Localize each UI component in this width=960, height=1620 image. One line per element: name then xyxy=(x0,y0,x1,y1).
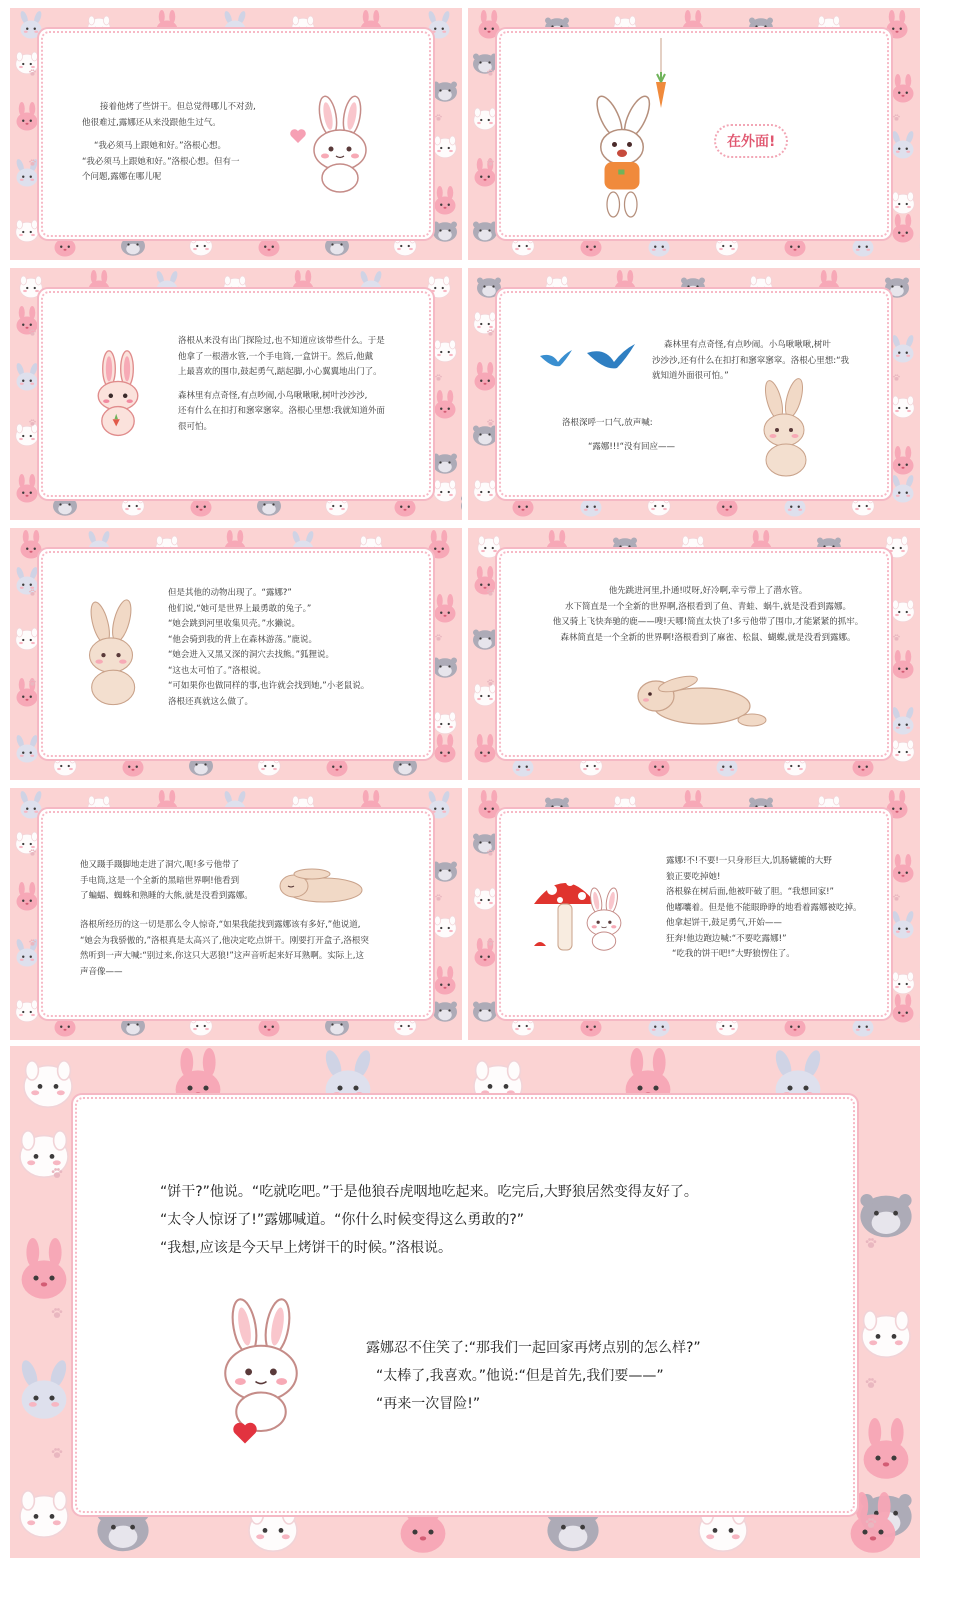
paw-icon xyxy=(486,68,495,77)
bunny-head-icon xyxy=(888,910,918,940)
slide-content-area xyxy=(76,1098,854,1512)
paw-icon xyxy=(28,328,37,337)
paw-icon xyxy=(434,633,443,642)
text-line: 他们说,“她可是世界上最勇敢的兔子。” xyxy=(168,603,312,614)
bunny-head-icon xyxy=(458,228,462,258)
paw-icon xyxy=(486,938,495,947)
bunny-head-icon xyxy=(888,186,918,216)
bunny-head-icon xyxy=(888,594,918,624)
slide-1-text xyxy=(82,100,282,186)
bunny-head-icon xyxy=(12,994,42,1024)
slide-3-text xyxy=(178,334,418,435)
text-line: 他拿起饼干,鼓足勇气,开始—— xyxy=(666,918,782,928)
bunny-head-icon xyxy=(888,390,918,420)
bunny-head-icon xyxy=(430,474,460,504)
slide-8-text xyxy=(666,854,886,963)
paw-icon xyxy=(486,848,495,857)
text-line: 但是其他的动物出现了。“露娜?” xyxy=(168,588,292,598)
paw-icon xyxy=(50,1166,64,1180)
bunny-illustration xyxy=(578,884,630,954)
paw-icon xyxy=(28,678,37,687)
bunny-head-icon xyxy=(888,214,918,244)
bunny-head-icon xyxy=(854,1178,918,1242)
text-line: 他又骑上飞快奔驰的鹿——嗖!天哪!简直太快了!多亏他带了围巾,才能紧紧的抓牢。 xyxy=(552,617,864,627)
text-line: 森林里有点奇怪,有点吵闹,小鸟啾啾啾,树叶沙沙沙, xyxy=(178,390,368,401)
bunny-head-icon xyxy=(854,1418,918,1482)
bunny-head-icon xyxy=(430,594,460,624)
text-line: 森林简直是一个全新的世界啊!洛根看到了麻雀、松鼠、蝴蝶,就是没看到露娜。 xyxy=(560,632,856,643)
paw-icon xyxy=(28,68,37,77)
text-line: 上最喜欢的围巾,鼓起勇气,踮起脚,小心翼翼地出门了。 xyxy=(178,367,382,377)
bunny-head-icon xyxy=(458,1008,462,1038)
bunny-illustration xyxy=(300,94,380,194)
bunny-head-icon xyxy=(12,1118,76,1182)
text-line: “我必须马上跟她和好。”洛根心想。 xyxy=(94,141,227,151)
paw-icon xyxy=(864,1236,878,1250)
bunny-head-icon xyxy=(888,994,918,1024)
slide-9 xyxy=(10,1046,920,1558)
bunny-head-icon xyxy=(470,158,500,188)
text-line: 露娜!不!不要!一只身形巨大,饥肠辘辘的大野 xyxy=(666,856,832,866)
bunny-head-icon xyxy=(430,966,460,996)
text-line: 洛根从来没有出门探险过,也不知道应该带些什么。于是 xyxy=(178,336,385,346)
bunny-head-icon xyxy=(916,1008,920,1038)
bunny-head-icon xyxy=(430,854,460,884)
text-line: 水下简直是一个全新的世界啊,洛根看到了鱼、青蛙、蜗牛,就是没看到露娜。 xyxy=(565,601,851,612)
slide-7-text-bottom xyxy=(80,918,420,980)
text-line: 了蝙蝠、蜘蛛和熟睡的大熊,就是没看到露娜。 xyxy=(80,891,253,901)
text-line: 他先跳进河里,扑通!哎呀,好冷啊,幸亏带上了潜水管。 xyxy=(608,586,808,596)
slide-4 xyxy=(468,268,920,520)
paw-icon xyxy=(28,848,37,857)
bunny-head-icon xyxy=(12,474,42,504)
slide-7-text-top xyxy=(80,858,270,905)
bunny-head-icon xyxy=(12,102,42,132)
slide-5-text xyxy=(168,586,428,710)
bunny-head-icon xyxy=(916,748,920,778)
bunny-head-icon xyxy=(12,566,42,596)
bunny-head-icon xyxy=(12,882,42,912)
text-line: “太令人惊讶了!”露娜喊道。“你什么时候变得这么勇敢的?” xyxy=(160,1212,525,1228)
slide-8 xyxy=(468,788,920,1040)
paw-icon xyxy=(486,158,495,167)
bunny-head-icon xyxy=(470,678,500,708)
bunny-head-icon xyxy=(470,566,500,596)
text-line: 他又蹑手蹑脚地走进了洞穴,呃!多亏他带了 xyxy=(80,860,240,870)
text-line: “吃我的饼干吧!”大野狼愣住了。 xyxy=(672,949,795,959)
bunny-head-icon xyxy=(470,826,500,856)
text-line: 他拿了一根潜水管,一个手电筒,一盒饼干。然后,他戴 xyxy=(178,351,374,362)
bunny-head-icon xyxy=(470,418,500,448)
bunny-head-icon xyxy=(430,130,460,160)
text-line: “她会跳到河里收集贝壳。”水獭说。 xyxy=(168,619,301,629)
bunny-illustration xyxy=(68,598,154,708)
bunny-head-icon xyxy=(888,446,918,476)
text-line: 就知道外面很可怕。” xyxy=(652,371,729,381)
bunny-head-icon xyxy=(12,46,42,76)
text-line: “我想,应该是今天早上烤饼干的时候。”洛根说。 xyxy=(160,1240,452,1256)
bunny-head-icon xyxy=(12,1358,76,1422)
text-line: “饼干?”他说。“吃就吃吧。”于是他狼吞虎咽地吃起来。吃完后,大野狼居然变得友好了。 xyxy=(160,1184,698,1200)
bunny-head-icon xyxy=(458,488,462,518)
bunny-head-icon xyxy=(470,214,500,244)
bunny-head-icon xyxy=(430,650,460,680)
paw-icon xyxy=(892,633,901,642)
text-line: 狂奔!他边跑边喊:“不要吃露娜!” xyxy=(666,933,787,944)
bunny-head-icon xyxy=(888,734,918,764)
bunny-head-icon xyxy=(470,622,500,652)
bunny-head-icon xyxy=(12,1238,76,1302)
bunny-head-icon xyxy=(430,994,460,1024)
paw-icon xyxy=(50,1306,64,1320)
bunny-head-icon xyxy=(12,622,42,652)
paw-icon xyxy=(28,588,37,597)
bunny-head-icon xyxy=(12,826,42,856)
text-line: 沙沙沙,还有什么在扣打和窸窣窸窣。洛根心里想:“我 xyxy=(652,355,849,366)
bunny-head-icon xyxy=(470,938,500,968)
heart-icon xyxy=(228,1418,262,1448)
text-line: “这也太可怕了。”洛根说。 xyxy=(168,665,267,676)
bunny-illustration xyxy=(82,334,154,454)
paw-icon xyxy=(434,373,443,382)
bunny-illustration xyxy=(272,860,372,906)
bunny-head-icon xyxy=(470,46,500,76)
bunny-head-icon xyxy=(12,362,42,392)
paw-icon xyxy=(892,893,901,902)
heart-icon xyxy=(288,126,308,146)
text-line: 洛根深呼一口气,放声喊: xyxy=(562,418,653,428)
text-line: 洛根还真就这么做了。 xyxy=(168,696,254,707)
bunny-head-icon xyxy=(470,474,500,504)
paw-icon xyxy=(434,893,443,902)
text-line: “她会为我骄傲的,”洛根真是太高兴了,他决定吃点饼干。刚要打开盒子,洛根突 xyxy=(80,935,369,946)
slide-4-call xyxy=(562,416,722,455)
bunny-head-icon xyxy=(470,362,500,392)
slide-content-area xyxy=(42,812,430,1016)
bunny-head-icon xyxy=(12,678,42,708)
paw-icon xyxy=(434,113,443,122)
paw-icon xyxy=(486,678,495,687)
text-line: 狼正要吃掉她! xyxy=(666,871,721,882)
bunny-head-icon xyxy=(430,74,460,104)
bunny-head-icon xyxy=(854,1298,918,1362)
bunny-head-icon xyxy=(12,418,42,448)
paw-icon xyxy=(50,1446,64,1460)
slide-2 xyxy=(468,8,920,260)
text-line: 他很难过,露娜还从来没跟他生过气。 xyxy=(82,117,221,128)
paw-icon xyxy=(28,158,37,167)
paw-icon xyxy=(864,1376,878,1390)
callout-text: 在外面! xyxy=(727,134,776,150)
bunny-head-icon xyxy=(430,214,460,244)
bunny-head-icon xyxy=(916,488,920,518)
slide-9-text-top xyxy=(160,1178,860,1262)
bunny-head-icon xyxy=(12,306,42,336)
bunny-head-icon xyxy=(12,1478,76,1542)
text-line: 然听到一声大喊:“别过来,你这只大恶狼!”这声音听起来好耳熟啊。实际上,这 xyxy=(80,951,364,961)
bunny-head-icon xyxy=(916,228,920,258)
bunny-head-icon xyxy=(470,306,500,336)
bunny-head-icon xyxy=(888,706,918,736)
bird-icon xyxy=(584,338,638,380)
slide-7 xyxy=(10,788,462,1040)
bunny-head-icon xyxy=(12,158,42,188)
bunny-head-icon xyxy=(470,102,500,132)
bunny-head-icon xyxy=(470,994,500,1024)
text-line: 森林里有点奇怪,有点吵闹。小鸟啾啾啾,树叶 xyxy=(664,340,831,350)
bunny-head-icon xyxy=(430,390,460,420)
text-line: 声音像—— xyxy=(80,966,123,977)
bunny-head-icon xyxy=(470,734,500,764)
text-line: 露娜忍不住笑了:“那我们一起回家再烤点别的怎么样?” xyxy=(366,1340,701,1356)
text-line: 洛根躲在树后面,他被吓破了胆。“我想回家!” xyxy=(666,887,834,897)
text-line: “可如果你也做同样的事,也许就会找到她,”小老鼠说。 xyxy=(168,681,370,691)
text-line: “他会骑到我的背上在森林游荡。”鹿说。 xyxy=(168,634,318,645)
bunny-illustration xyxy=(622,662,772,742)
slide-6 xyxy=(468,528,920,780)
slide-content-area xyxy=(500,32,888,236)
bunny-head-icon xyxy=(458,748,462,778)
bunny-head-icon xyxy=(430,334,460,364)
bunny-illustration xyxy=(572,92,672,222)
slide-5 xyxy=(10,528,462,780)
bunny-head-icon xyxy=(12,214,42,244)
bunny-head-icon xyxy=(12,734,42,764)
text-line: “再来一次冒险!” xyxy=(376,1396,481,1412)
text-line: “她会进入又黑又深的洞穴去找熊。”狐狸说。 xyxy=(168,650,335,660)
bunny-head-icon xyxy=(16,1048,80,1112)
text-line: “露娜!!!“没有回应—— xyxy=(588,441,676,452)
text-line: 很可怕。 xyxy=(178,421,213,432)
text-line: “太棒了,我喜欢。”他说:“但是首先,我们要——” xyxy=(376,1368,664,1384)
paw-icon xyxy=(486,588,495,597)
text-line: “我必须马上跟她和好。”洛根心想。但有一 xyxy=(82,156,240,167)
paw-icon xyxy=(892,113,901,122)
bunny-head-icon xyxy=(888,650,918,680)
slide-1 xyxy=(10,8,462,260)
bunny-head-icon xyxy=(430,706,460,736)
paw-icon xyxy=(892,373,901,382)
text-line: 他嘟囔着。但是他不能眼睁睁的地看着露娜被吃掉。 xyxy=(666,902,862,913)
bunny-head-icon xyxy=(888,130,918,160)
bunny-head-icon xyxy=(430,446,460,476)
paw-icon xyxy=(486,328,495,337)
paw-icon xyxy=(28,418,37,427)
text-line: 手电筒,这是一个全新的黑暗世界啊!他看到 xyxy=(80,875,240,886)
bunny-head-icon xyxy=(470,882,500,912)
slide-6-text xyxy=(528,584,888,646)
text-line: 还有什么在扣打和窸窣窸窣。洛根心里想:我就知道外面 xyxy=(178,406,385,416)
paw-icon xyxy=(864,1516,878,1530)
slide-3 xyxy=(10,268,462,520)
text-line: 个问题,露娜在哪儿呢 xyxy=(82,172,162,182)
carrot-icon xyxy=(653,38,669,110)
bunny-head-icon xyxy=(888,966,918,996)
bunny-illustration xyxy=(744,378,824,478)
text-line: 接着他烤了些饼干。但总觉得哪儿不对劲, xyxy=(100,102,256,112)
bunny-head-icon xyxy=(888,474,918,504)
slide-content-area xyxy=(500,292,888,496)
text-line: 洛根所经历的这一切是那么令人惊奇,“如果我能找到露娜该有多好,”他说道, xyxy=(80,920,361,930)
slide-9-text-bottom xyxy=(366,1334,806,1418)
bunny-head-icon xyxy=(430,910,460,940)
bunny-head-icon xyxy=(430,734,460,764)
paw-icon xyxy=(28,938,37,947)
bunny-head-icon xyxy=(888,854,918,884)
bunny-head-icon xyxy=(430,186,460,216)
bunny-head-icon xyxy=(12,938,42,968)
paw-icon xyxy=(486,418,495,427)
bird-icon xyxy=(538,348,574,372)
bunny-head-icon xyxy=(888,334,918,364)
bunny-head-icon xyxy=(888,74,918,104)
